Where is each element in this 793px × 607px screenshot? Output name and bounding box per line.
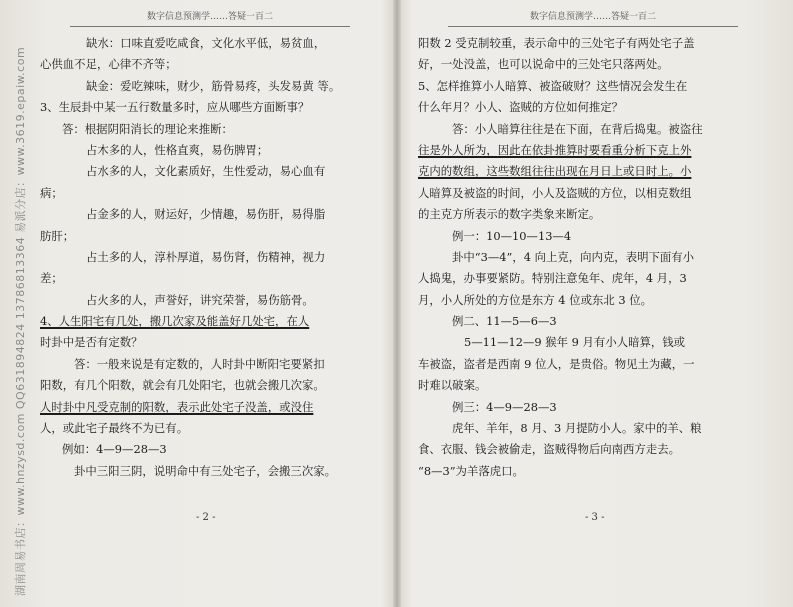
- text-line: [418, 290, 768, 311]
- text-line-content: 5—11—12—9 猴年 9 月有小人暗算，钱或: [464, 335, 686, 350]
- text-line-content: 例二、11—5—6—3: [452, 314, 557, 329]
- text-line: [40, 140, 380, 161]
- text-line: [418, 354, 768, 375]
- text-line: [40, 119, 380, 140]
- text-line: [418, 311, 768, 332]
- text-line-content: 的主克方所表示的数字类象来断定。: [418, 207, 601, 222]
- right-page-number: - 3 -: [585, 512, 605, 523]
- text-line-content: 什么年月？小人、盗贼的方位如何推定？: [418, 100, 624, 115]
- text-line-content: 人捣鬼，办事要紧防。特别注意兔年、虎年，4 月，3: [418, 271, 687, 286]
- text-line: [40, 97, 380, 118]
- text-line-content: 例如：4—9—28—3: [62, 442, 167, 457]
- book-binding-gutter: [393, 0, 401, 607]
- text-line-content: 差；: [40, 271, 63, 286]
- text-line: [418, 332, 768, 353]
- text-line: [40, 354, 380, 375]
- text-line-content: 时卦中是否有定数？: [40, 335, 143, 350]
- text-line: [40, 33, 380, 54]
- text-line-content: 占火多的人，声誉好，讲究荣誉，易伤筋骨。: [86, 292, 314, 307]
- text-line: [40, 290, 380, 311]
- text-line: [418, 97, 768, 118]
- text-line-content: 占金多的人，财运好，少情趣，易伤肝，易得脂: [86, 207, 326, 222]
- text-line: [418, 226, 768, 247]
- text-line-content: 缺金：爱吃辣味，财少，筋骨易疼，头发易黄 等。: [86, 78, 341, 93]
- text-line: [418, 247, 768, 268]
- text-line-content: 3、生辰卦中某一五行数量多时，应从哪些方面断事？: [40, 100, 310, 115]
- left-page: [40, 10, 380, 482]
- text-line: [418, 140, 768, 161]
- text-line: [40, 332, 380, 353]
- text-line-content: 人暗算及被盗的时间，小人及盗贼的方位，以相克数组: [418, 185, 692, 200]
- text-line: [418, 268, 768, 289]
- text-line-content: 5、怎样推算小人暗算、被盗破财？这些情况会发生在: [418, 78, 688, 93]
- text-line: [40, 183, 380, 204]
- text-line-content: 答：根据阴阳消长的理论来推断：: [62, 121, 233, 136]
- text-line-content: 阳数，有几个阳数，就会有几处阳宅，也就会搬几次家。: [40, 378, 325, 393]
- text-line: [40, 247, 380, 268]
- text-line: [418, 183, 768, 204]
- left-page-header: 数字信息预测学……答疑一百二: [70, 10, 350, 27]
- text-line-content: 虎年、羊年，8 月、3 月提防小人。家中的羊、粮: [452, 421, 702, 436]
- text-line-content: 病；: [40, 185, 63, 200]
- text-line-content: 食、衣服、钱会被偷走，盗贼得物后向南西方走去。: [418, 442, 680, 457]
- text-line: [40, 54, 380, 75]
- left-page-number: - 2 -: [196, 512, 216, 523]
- text-line: [418, 418, 768, 439]
- text-line-content: 占水多的人，文化素质好，生性爱动，易心血有: [86, 164, 326, 179]
- text-line-content: 人时卦中凡受克制的阳数，表示此处宅子没盖，或没住: [40, 399, 314, 414]
- text-line-content: 卦中“3—4”，4 向上克，向内克，表明下面有小: [452, 249, 695, 264]
- text-line: [418, 76, 768, 97]
- text-line-content: 车被盗，盗者是西南 9 位人，是贵俗。物见土为藏，一: [418, 356, 695, 371]
- text-line-content: 占木多的人，性格直爽，易伤脾胃；: [86, 142, 269, 157]
- right-page: [418, 10, 768, 482]
- text-line: [40, 418, 380, 439]
- text-line-content: 好，一处没盖，也可以说命中的三处宅只落两处。: [418, 57, 669, 72]
- text-line: [418, 119, 768, 140]
- text-line: [40, 461, 380, 482]
- vertical-watermark: 湖南周易书店：www.hnzysd.com QQ631894824 13786813364 易派分店：www.3619.epaiw.com: [14, 46, 27, 596]
- text-line-content: 答：小人暗算往往是在下面，在背后捣鬼。被盗往: [452, 121, 703, 136]
- text-line-content: 占土多的人，淳朴厚道，易伤肾，伤精神，视力: [86, 249, 326, 264]
- text-line-content: 卦中三阳三阴，说明命中有三处宅子，会搬三次家。: [74, 463, 336, 478]
- text-line: [40, 76, 380, 97]
- text-line-content: 往是外人所为，因此在依卦推算时要看重分析下克上外: [418, 142, 692, 157]
- text-line: [40, 226, 380, 247]
- text-line: [40, 204, 380, 225]
- text-line: [40, 268, 380, 289]
- right-page-body: [418, 33, 768, 482]
- text-line: [40, 375, 380, 396]
- text-line: [418, 204, 768, 225]
- right-page-header: 数字信息预测学……答疑一百二: [448, 10, 738, 27]
- text-line: [418, 54, 768, 75]
- text-line: [40, 439, 380, 460]
- text-line: [418, 439, 768, 460]
- text-line-content: 答：一般来说是有定数的，人时卦中断阳宅要紧扣: [74, 356, 325, 371]
- text-line-content: 例一：10—10—13—4: [452, 228, 572, 243]
- text-line-content: 肪肝；: [40, 228, 75, 243]
- text-line: [40, 161, 380, 182]
- text-line-content: 人，或此宅子最终不为已有。: [40, 421, 189, 436]
- text-line-content: 时难以破案。: [418, 378, 487, 393]
- text-line: [418, 33, 768, 54]
- text-line: [418, 397, 768, 418]
- text-line: [40, 311, 380, 332]
- text-line-content: 月，小人所处的方位是东方 4 位或东北 3 位。: [418, 292, 653, 307]
- text-line: [40, 397, 380, 418]
- text-line-content: “8—3”为羊落虎口。: [418, 463, 524, 478]
- text-line: [418, 461, 768, 482]
- text-line-content: 克内的数组，这些数组往往出现在月日上或日时上。小: [418, 164, 692, 179]
- text-line-content: 心供血不足，心律不齐等；: [40, 57, 177, 72]
- text-line-content: 阳数 2 受克制较重，表示命中的三处宅子有两处宅子盖: [418, 36, 695, 50]
- text-line: [418, 161, 768, 182]
- left-page-body: [40, 33, 380, 482]
- text-line-content: 缺水：口味直爱吃咸食，文化水平低，易贫血，: [86, 36, 326, 50]
- text-line: [418, 375, 768, 396]
- text-line-content: 4、人生阳宅有几处，搬几次家及能盖好几处宅，在人: [40, 314, 310, 329]
- text-line-content: 例三：4—9—28—3: [452, 399, 557, 414]
